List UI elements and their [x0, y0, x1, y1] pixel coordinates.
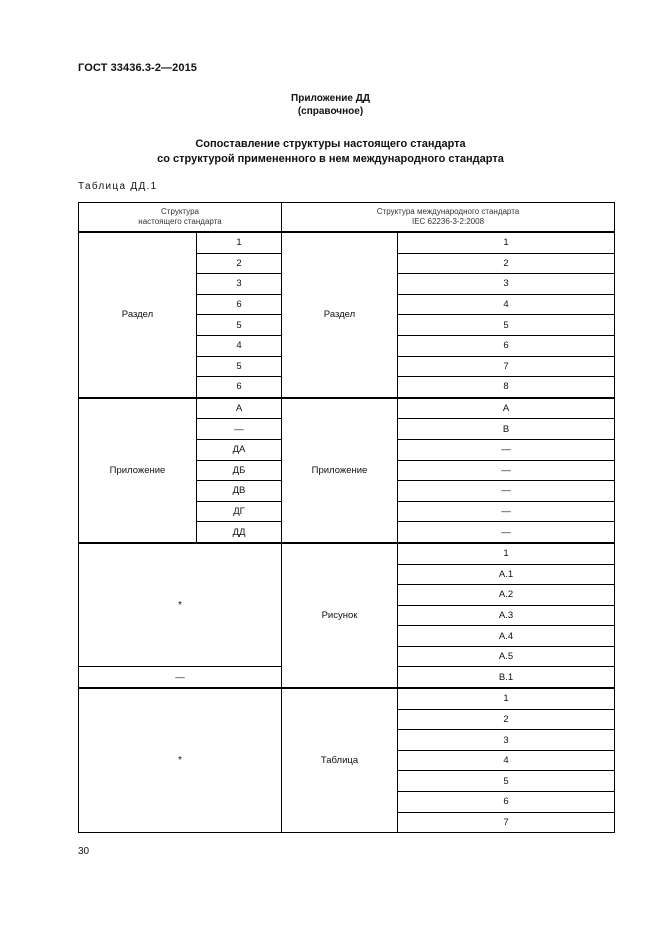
- table-cell: 6: [398, 335, 615, 356]
- section-label-left: Приложение: [79, 398, 197, 543]
- table-cell: 5: [398, 315, 615, 336]
- table-cell: 4: [197, 335, 282, 356]
- section-label-right: Раздел: [282, 232, 398, 398]
- table-cell: А.4: [398, 626, 615, 647]
- table-row: [79, 688, 615, 709]
- section-label-left: Раздел: [79, 232, 197, 398]
- table-cell: 3: [398, 730, 615, 751]
- table-cell: В.1: [398, 667, 615, 688]
- table-cell: ДВ: [197, 481, 282, 502]
- table-cell: 6: [197, 377, 282, 398]
- table-cell: А: [398, 398, 615, 419]
- table-cell: А.1: [398, 564, 615, 585]
- table-cell: —: [398, 460, 615, 481]
- table-cell: —: [398, 481, 615, 502]
- table-cell: 7: [398, 356, 615, 377]
- document-header: ГОСТ 33436.3-2—2015: [78, 62, 198, 74]
- table-row: [79, 232, 615, 253]
- table-row: [79, 398, 615, 419]
- table-cell: 5: [398, 771, 615, 792]
- table-cell: В: [398, 419, 615, 440]
- table-cell: 6: [398, 792, 615, 813]
- section-label-right: Приложение: [282, 398, 398, 543]
- header-right-line1: Структура международного стандарта: [376, 207, 520, 216]
- table-cell: 6: [197, 294, 282, 315]
- appendix-subtitle: (справочное): [297, 106, 364, 117]
- table-cell: А.5: [398, 646, 615, 667]
- table-cell: 2: [398, 709, 615, 730]
- table-cell: А.2: [398, 585, 615, 606]
- table-cell: ДД: [197, 522, 282, 543]
- table-cell: А: [197, 398, 282, 419]
- table-cell: —: [398, 501, 615, 522]
- section-label-right: Таблица: [282, 688, 398, 833]
- table-cell: ДБ: [197, 460, 282, 481]
- comparison-table: [78, 202, 615, 833]
- appendix-title: Приложение ДД: [291, 93, 370, 104]
- page-number: 30: [78, 846, 90, 857]
- table-cell: 1: [398, 232, 615, 253]
- section-label-left: *: [79, 688, 282, 833]
- table-cell: 7: [398, 812, 615, 833]
- table-cell: 1: [197, 232, 282, 253]
- table-cell: —: [197, 419, 282, 440]
- table-cell: 4: [398, 294, 615, 315]
- table-cell: 1: [398, 688, 615, 709]
- table-cell: 4: [398, 750, 615, 771]
- table-cell: 3: [197, 274, 282, 295]
- table-cell: 1: [398, 543, 615, 564]
- table-cell: 8: [398, 377, 615, 398]
- table-cell: 5: [197, 356, 282, 377]
- table-cell: —: [398, 522, 615, 543]
- table-cell: 2: [197, 253, 282, 274]
- header-right-line2: IEC 62236-3-2:2008: [411, 217, 485, 226]
- section-label-left: *: [79, 543, 282, 667]
- table-cell: А.3: [398, 605, 615, 626]
- header-left-line1: Структура: [161, 207, 199, 216]
- section-heading-line2: со структурой примененного в нем международного стандарта: [157, 153, 504, 165]
- section-heading-line1: Сопоставление структуры настоящего стандарта: [195, 138, 466, 150]
- table-cell: —: [398, 439, 615, 460]
- table-cell: ДА: [197, 439, 282, 460]
- section-label-right: Рисунок: [282, 543, 398, 688]
- header-right-cell: [282, 203, 615, 233]
- table-header-row: [79, 203, 615, 233]
- header-left-cell: [79, 203, 282, 233]
- table-cell: ДГ: [197, 501, 282, 522]
- table-cell: 2: [398, 253, 615, 274]
- header-left-line2: настоящего стандарта: [138, 217, 222, 226]
- table-row: [79, 543, 615, 564]
- table-cell: 3: [398, 274, 615, 295]
- table-caption: Таблица ДД.1: [78, 181, 158, 192]
- table-cell: 5: [197, 315, 282, 336]
- table-cell: —: [79, 667, 282, 688]
